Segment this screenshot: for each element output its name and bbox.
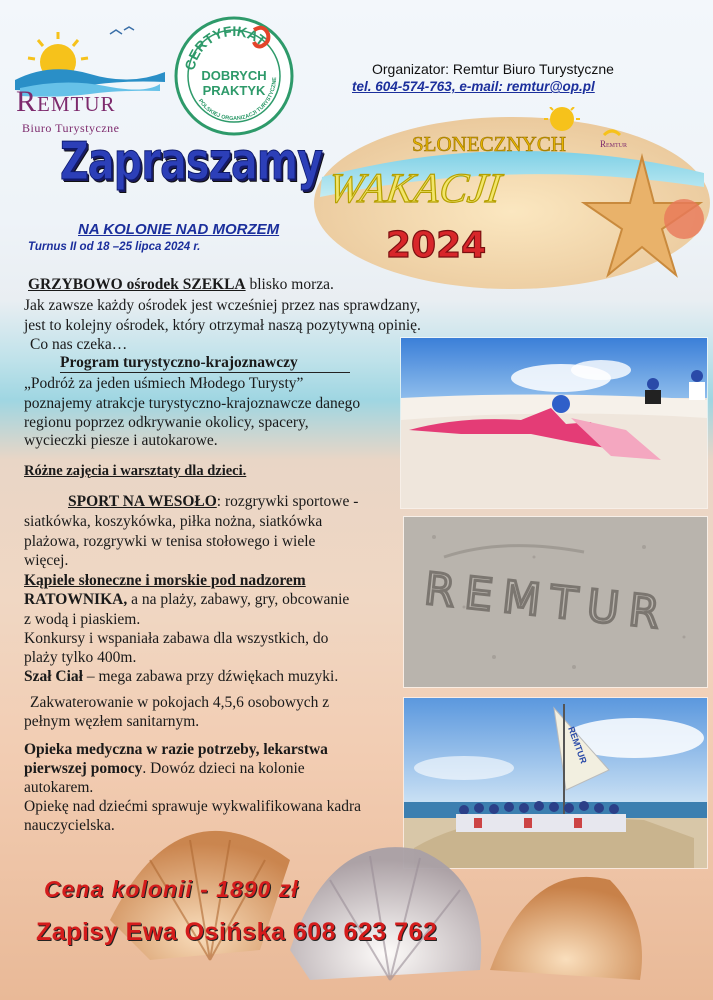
cert-top-text: CERTYFIKAT <box>181 22 270 72</box>
turnus-dates: Turnus II od 18 –25 lipca 2024 r. <box>28 241 201 253</box>
sport-line3: plażowa, rozgrywki w tenisa stołowego i wiele <box>24 533 316 550</box>
organizer-contact[interactable]: tel. 604-574-763, e-mail: remtur@op.pl <box>352 79 595 94</box>
program-line3: regionu poprzez odkrywanie okolicy, spacery, <box>24 414 309 431</box>
program-heading: Program turystyczno-krajoznawczy <box>60 354 350 373</box>
flag-text: REMTUR <box>566 725 589 765</box>
body-p4: Co nas czeka… <box>30 336 128 353</box>
logo-subtitle: Biuro Turystyczne <box>22 121 120 135</box>
sport-line4: więcej. <box>24 552 69 569</box>
accommodation-line2: pełnym węzłem sanitarnym. <box>24 713 200 730</box>
body-p2: Jak zawsze każdy ośrodek jest wcześniej przez nas sprawdzany, <box>24 297 421 314</box>
staff-line2: nauczycielska. <box>24 817 115 834</box>
bathing-line3: z wodą i piaskiem. <box>24 611 141 628</box>
staff-line1: Opiekę nad dziećmi sprawuje wykwalifikowana kadra <box>24 798 361 815</box>
cert-line1: DOBRYCH <box>201 68 267 83</box>
accommodation-line1: Zakwaterowanie w pokojach 4,5,6 osobowych z <box>30 694 330 711</box>
logo-name: Remtur <box>16 85 116 118</box>
sport-line1: SPORT NA WESOŁO: rozgrywki sportowe - <box>68 493 359 510</box>
white-shell-icon <box>290 847 481 980</box>
photo-kids-on-sand <box>400 337 708 509</box>
page-title: Zapraszamy <box>60 132 323 192</box>
body-p1: GRZYBOWO ośrodek SZEKLA blisko morza. <box>28 276 334 293</box>
orange-shell-icon <box>490 877 642 980</box>
badge-line2: WAKACJI <box>325 165 504 212</box>
party-line: Szał Ciał – mega zabawa przy dźwiękach muzyki. <box>24 668 339 685</box>
bathing-line2: RATOWNIKA, a na plaży, zabawy, gry, obcowanie <box>24 591 350 608</box>
registration-contact[interactable]: Zapisy Ewa Osińska 608 623 762 <box>36 918 438 946</box>
activities-heading: Różne zajęcia i warsztaty dla dzieci. <box>24 463 247 479</box>
badge-year: 2024 <box>386 225 487 266</box>
photo-sand-writing <box>403 516 708 688</box>
contests-line2: plaży tylko 400m. <box>24 649 137 666</box>
coral-icon <box>664 199 704 239</box>
location-name: GRZYBOWO ośrodek SZEKLA <box>28 276 246 293</box>
medical-line2: pierwszej pomocy. Dowóz dzieci na kolonie <box>24 760 305 777</box>
medical-line1: Opieka medyczna w razie potrzeby, lekarstwa <box>24 741 328 758</box>
cert-line2: PRAKTYK <box>202 83 266 98</box>
badge-brand: Remtur <box>600 139 628 149</box>
bathing-line1: Kąpiele słoneczne i morskie pod nadzorem <box>24 572 306 589</box>
body-p3: jest to kolejny ośrodek, który otrzymał naszą pozytywną opinię. <box>24 317 421 334</box>
program-line1: „Podróż za jeden uśmiech Młodego Turysty” <box>24 375 304 392</box>
camp-price: Cena kolonii - 1890 zł <box>44 876 299 902</box>
certificate-badge <box>172 14 296 138</box>
badge-line1: SŁONECZNYCH <box>412 132 567 156</box>
remtur-logo-sun-waves-icon <box>10 22 170 137</box>
sand-remtur-text: REMTUR <box>421 563 672 640</box>
sport-line2: siatkówka, koszykówka, piłka nożna, siatkówka <box>24 513 323 530</box>
organizer-line: Organizator: Remtur Biuro Turystyczne <box>372 61 614 77</box>
contests-line1: Konkursy i wspaniała zabawa dla wszystkich, do <box>24 630 329 647</box>
program-line4: wycieczki piesze i autokarowe. <box>24 432 218 449</box>
camp-subtitle: NA KOLONIE NAD MORZEM <box>78 221 280 238</box>
summer-holiday-badge <box>312 107 712 290</box>
medical-line3: autokarem. <box>24 779 94 796</box>
cert-bottom-text: POLSKIEJ ORGANIZACJI TURYSTYCZNE <box>196 77 279 123</box>
program-line2: poznajemy atrakcje turystyczno-krajoznawcze danego <box>24 395 361 412</box>
